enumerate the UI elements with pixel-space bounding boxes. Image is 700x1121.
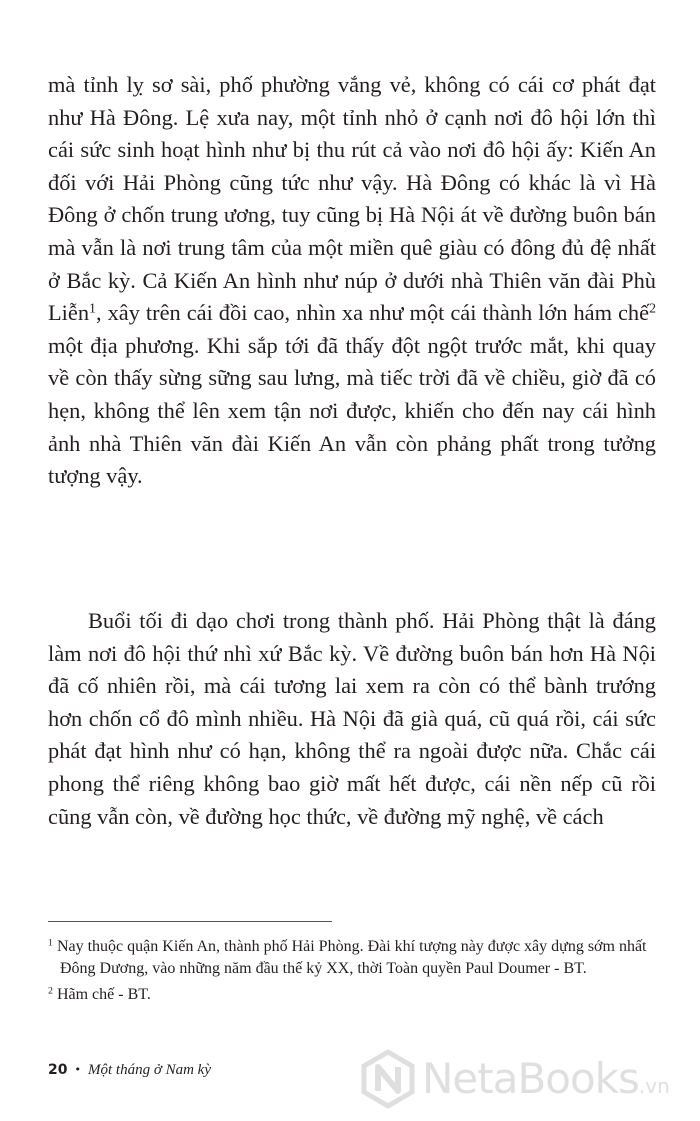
footnote-1: $^1$ Nay thuộc quận Kiến An, thành phố Hải Phòng. Đài khí tượng này được xây dựng sớm nhất Đông Dương, vào những năm đầu thế kỷ XX, thời Toàn quyền Paul Doumer - BT. — [48, 937, 647, 977]
netabooks-n-logo-icon — [358, 1049, 418, 1109]
page-number: 20 — [48, 1062, 68, 1078]
watermark-text: NetaBooks.vn — [422, 1054, 670, 1103]
running-title: Một tháng ở Nam kỳ — [87, 1062, 211, 1078]
footnote-ref-1[interactable]: 1 — [89, 301, 96, 317]
page-footer — [48, 1060, 211, 1080]
footnote-ref-2[interactable]: 2 — [649, 301, 656, 317]
footnotes — [48, 936, 660, 1010]
watermark — [358, 1049, 688, 1109]
footer-separator: • — [74, 1063, 81, 1076]
paragraph-2: Buổi tối đi dạo chơi trong thành phố. Hải Phòng thật là đáng làm nơi đô hội thứ nhì xứ Bắc kỳ. Về đường buôn bán hơn Hà Nội đã cố nhiên rồi, mà cái tương lai xem ra còn có thể bành trướng hơn chốn cổ đô mình nhiều. Hà Nội đã già quá, cũ quá rồi, cái sức phát đạt hình như có hạn, không thể ra ngoài được nữa. Chắc cái phong thể riêng không bao giờ mất hết được, cái nền nếp cũ rồi cũng vẫn còn, về đường học thức, về đường mỹ nghệ, về cách — [48, 608, 656, 829]
footnote-2: $^2$ Hãm chế - BT. — [48, 985, 151, 1003]
footnote-divider — [48, 921, 332, 922]
paragraph-1: mà tỉnh lỵ sơ sài, phố phường vắng vẻ, không có cái cơ phát đạt như Hà Đông. Lệ xưa nay, một tỉnh nhỏ ở cạnh nơi đô hội lớn thì cái sức sinh hoạt hình như bị thu rút cả vào nơi đô hội ấy: Kiến An đối với Hải Phòng cũng tức như vậy. Hà Đông có khác là vì Hà Đông ở chốn trung ương, tuy cũng bị Hà Nội át về đường buôn bán mà vẫn là nơi trung tâm của một miền quê giàu có đông đủ đệ nhất ở Bắc kỳ. Cả Kiến An hình như núp ở dưới nhà Thiên văn đài Phù Liễn$^1$, xây trên cái đồi cao, nhìn xa như một cái thành lớn hám chế$^2$ một địa phương. Khi sắp tới đã thấy đột ngột trước mắt, khi quay về còn thấy sừng sững sau lưng, mà tiếc trời đã về chiều, giờ đã có hẹn, không thể lên xem tận nơi được, khiến cho đến nay cái hình ảnh nhà Thiên văn đài Kiến An vẫn còn phảng phất trong tưởng tượng vậy. — [48, 72, 656, 489]
